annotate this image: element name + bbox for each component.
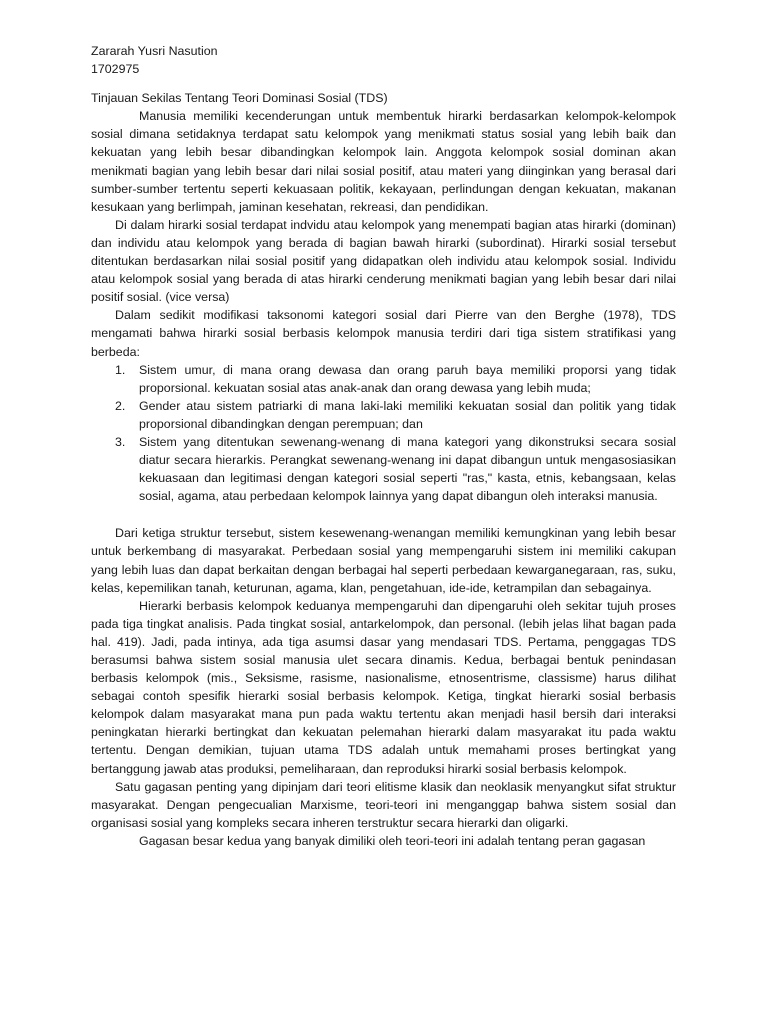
list-item-text: Gender atau sistem patriarki di mana laki-laki memiliki kekuatan sosial dan politik yang tidak proporsional dibandingkan dengan perempuan; dan (139, 398, 676, 431)
author-name: Zararah Yusri Nasution (91, 44, 218, 58)
list-item-text: Sistem yang ditentukan sewenang-wenang di mana kategori yang dikonstruksi secara sosial diatur secara hierarkis. Perangkat sewenang-wenang ini dapat dibangun untuk mengasosiasikan kekuasaan dan legitimasi dengan kategori sosial seperti "ras," kasta, etnis, kebangsaan, kelas sosial, agama, atau perbedaan kelompok lainnya yang dapat dibangun oleh interaksi manusia. (139, 434, 676, 504)
list-item-number: 2. (115, 398, 126, 413)
document-title: Tinjauan Sekilas Tentang Teori Dominasi Sosial (TDS) (91, 91, 388, 106)
paragraph-3: Dalam sedikit modifikasi taksonomi kategori sosial dari Pierre van den Berghe (1978), TDS mengamati bahwa hirarki sosial berbasis kelompok manusia terdiri dari tiga sistem stratifikasi yang berbeda: (91, 308, 676, 359)
paragraph-2: Di dalam hirarki sosial terdapat indvidu atau kelompok yang menempati bagian atas hirarki (dominan) dan individu atau kelompok yang berada di bagian bawah hirarki (subordinat). Hirarki sosial tersebut ditentukan berdasarkan nilai sosial positif yang didapatkan oleh individu atau kelompok sosial. Individu atau kelompok sosial yang berada di atas hirarki cenderung menikmati bagian yang lebih besar dari nilai positif sosial. (vice versa) (91, 217, 676, 305)
paragraph-5: Hierarki berbasis kelompok keduanya mempengaruhi dan dipengaruhi oleh sekitar tujuh proses pada tiga tingkat analisis. Pada tingkat sosial, antarkelompok, dan personal. (lebih jelas lihat bagan pada hal. 419). Jadi, pada intinya, ada tiga asumsi dasar yang mendasari TDS. Pertama, penggagas TDS berasumsi bahwa sistem sosial manusia ulet secara dinamis. Kedua, berbagai bentuk penindasan berbasis kelompok (mis., Seksisme, rasisme, nasionalisme, etnosentrisme, classisme) harus dilihat sebagai contoh spesifik hierarki sosial berbasis kelompok. Ketiga, tingkat hierarki sosial berbasis kelompok dalam masyarakat mana pun pada waktu tertentu akan menjadi hasil bersih dari interaksi peningkatan hierarki bertingkat dan kekuatan pelemahan hierarki dalam masyarakat itu pada waktu tertentu. Dengan demikian, tujuan utama TDS adalah untuk memahami proses bertingkat yang bertanggung jawab atas produksi, pemeliharaan, dan reproduksi hirarki sosial berbasis kelompok. (91, 598, 676, 776)
paragraph-6: Satu gagasan penting yang dipinjam dari teori elitisme klasik dan neoklasik menyangkut sifat struktur masyarakat. Dengan pengecualian Marxisme, teori-teori ini menganggap bahwa sistem sosial dan organisasi sosial yang kompleks secara inheren terstruktur secara hierarki dan oligarki. (91, 779, 676, 830)
blank-line (91, 505, 676, 524)
document-page (91, 42, 676, 850)
paragraph-4: Dari ketiga struktur tersebut, sistem kesewenang-wenangan memiliki kemungkinan yang lebih besar untuk berkembang di masyarakat. Perbedaan sosial yang mempengaruhi sistem ini memiliki cakupan yang lebih luas dan dapat berkaitan dengan berbagai hal seperti perbedaan kewarganegaraan, ras, suku, kelas, kepemilikan tanah, keturunan, agama, klan, pengetahuan, ide-ide, ketrampilan dan sebagainya. (91, 526, 676, 595)
list-item-text: Sistem umur, di mana orang dewasa dan orang paruh baya memiliki proporsi yang tidak proporsional. kekuatan sosial atas anak-anak dan orang dewasa yang lebih muda; (139, 362, 676, 395)
list-item (115, 361, 676, 397)
list-item-number: 1. (115, 362, 126, 377)
list-item (115, 397, 676, 433)
paragraph-7: Gagasan besar kedua yang banyak dimiliki oleh teori-teori ini adalah tentang peran gagasan (139, 833, 646, 848)
stratification-list (91, 361, 676, 506)
paragraph-1: Manusia memiliki kecenderungan untuk membentuk hirarki berdasarkan kelompok-kelompok sosial dimana setidaknya terdapat satu kelompok yang menikmati status sosial yang lebih baik dan kekuatan yang lebih besar dibandingkan kelompok lain. Anggota kelompok sosial dominan akan menikmati bagian yang lebih besar dari nilai sosial positif, atau materi yang diinginkan yang berasal dari sumber-sumber tertentu seperti kekuasaan politik, kekayaan, perlindungan dengan kekuatan, makanan kesukaan yang berlimpah, jaminan kesehatan, rekreasi, dan pendidikan. (91, 109, 676, 214)
list-item (115, 433, 676, 505)
author-id: 1702975 (91, 62, 140, 77)
list-item-number: 3. (115, 434, 126, 449)
